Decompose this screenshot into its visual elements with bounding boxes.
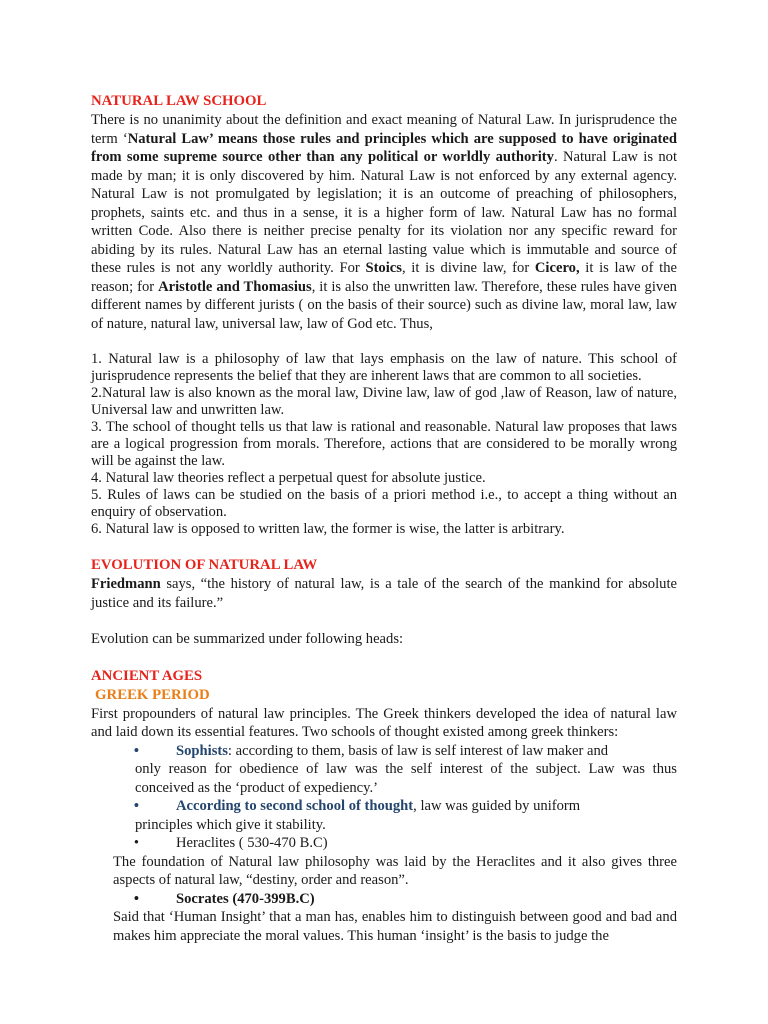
points-list	[91, 351, 677, 538]
sophists-text-rest: only reason for obedience of law was the self interest of the subject. Law was thus conceived as the ‘product of expediency.’	[135, 761, 677, 796]
sophists-bullet	[91, 742, 677, 798]
second-school-text-first: , law was guided by uniform	[413, 798, 581, 814]
point-item: 1. Natural law is a philosophy of law that lays emphasis on the law of nature. This school of jurisprudence represents the belief that they are inherent laws that are common to all societies.	[91, 351, 677, 384]
socrates-bullet	[91, 890, 677, 946]
bullet-dot: •	[133, 890, 139, 907]
point-item: 3. The school of thought tells us that law is rational and reasonable. Natural law proposes that laws are a logical progression from morals. Therefore, actions that are considered to be morally wrong will be against the law.	[91, 419, 677, 469]
sophists-text-first: : according to them, basis of law is self interest of law maker and	[227, 742, 609, 759]
point-item: 2.Natural law is also known as the moral law, Divine law, law of god ,law of Reason, law of nature, Universal law and unwritten law.	[91, 385, 677, 418]
intro-bold-aristotle: Aristotle and Thomasius	[158, 278, 312, 295]
bullet-dot: •	[133, 835, 139, 851]
point-item: 5. Rules of laws can be studied on the basis of a priori method i.e., to accept a thing without an enquiry of observation.	[91, 487, 677, 520]
heraclites-heading: Heraclites ( 530-470 B.C)	[176, 835, 328, 851]
second-school-bullet	[91, 797, 677, 834]
intro-text-5: , it is also the unwritten law. Therefore, these rules have given different names by different jurists ( on the basis of their source) such as divine law, moral law, law of nature, natural law, universal law, law of God etc. Thus,	[91, 278, 677, 332]
second-school-heading: According to second school of thought	[176, 798, 414, 814]
intro-text-2: . Natural Law is not made by man; it is only discovered by him. Natural Law is not enforced by any external agency. Natural Law is not promulgated by legislation; it is an outcome of preaching of philosophers, prophets, saints etc. and thus in a sense, it is a higher form of law. Natural Law has no formal written Code. Also there is neither precise penalty for its violation nor any specific reward for abiding by its rules. Natural Law has an eternal lasting value which is immutable and source of these rules is not any worldly authority. For	[91, 149, 677, 276]
heading-natural-law-school: NATURAL LAW SCHOOL	[91, 93, 267, 109]
heraclites-text: The foundation of Natural law philosophy was laid by the Heraclites and it also gives three aspects of natural law, “destiny, order and reason”.	[113, 853, 677, 888]
greek-intro: First propounders of natural law principles. The Greek thinkers developed the idea of natural law and laid down its essential features. Two schools of thought existed among greek thinkers:	[91, 705, 677, 740]
friedmann-quote	[91, 575, 677, 612]
heading-greek-period: GREEK PERIOD	[95, 686, 210, 703]
bullet-dot: •	[133, 798, 139, 814]
intro-text-1: There is no unanimity about the definition and exact meaning of Natural Law. In jurisprudence the term ‘	[91, 112, 677, 147]
second-school-text-rest: principles which give it stability.	[135, 816, 326, 833]
evolution-summary-line: Evolution can be summarized under following heads:	[91, 631, 404, 647]
heading-ancient-ages: ANCIENT AGES	[91, 667, 203, 684]
heraclites-bullet	[91, 834, 677, 890]
socrates-heading: Socrates (470-399B.C)	[176, 890, 315, 907]
heading-evolution: EVOLUTION OF NATURAL LAW	[91, 557, 318, 573]
intro-text-4: it is law of the reason; for	[91, 260, 677, 295]
sophists-heading: Sophists	[176, 742, 228, 759]
socrates-text: Said that ‘Human Insight’ that a man has, enables him to distinguish between good and bad and makes him appreciate the moral values. This human ‘insight’ is the basis to judge the	[113, 909, 677, 944]
intro-paragraph	[91, 111, 677, 333]
intro-text-3: , it is divine law, for	[401, 260, 535, 276]
intro-bold-definition: Natural Law’ means those rules and principles which are supposed to have originated from some supreme source other than any political or worldly authority	[91, 130, 677, 165]
friedmann-text: says, “the history of natural law, is a tale of the search of the mankind for absolute justice and its failure.”	[91, 576, 677, 611]
point-item: 4. Natural law theories reflect a perpetual quest for absolute justice.	[91, 470, 486, 486]
document-page	[91, 92, 677, 945]
point-item: 6. Natural law is opposed to written law, the former is wise, the latter is arbitrary.	[91, 521, 565, 537]
intro-bold-stoics: Stoics	[365, 260, 402, 276]
friedmann-name: Friedmann	[91, 576, 161, 592]
intro-bold-cicero: Cicero,	[534, 260, 580, 276]
bullet-dot: •	[133, 742, 139, 759]
